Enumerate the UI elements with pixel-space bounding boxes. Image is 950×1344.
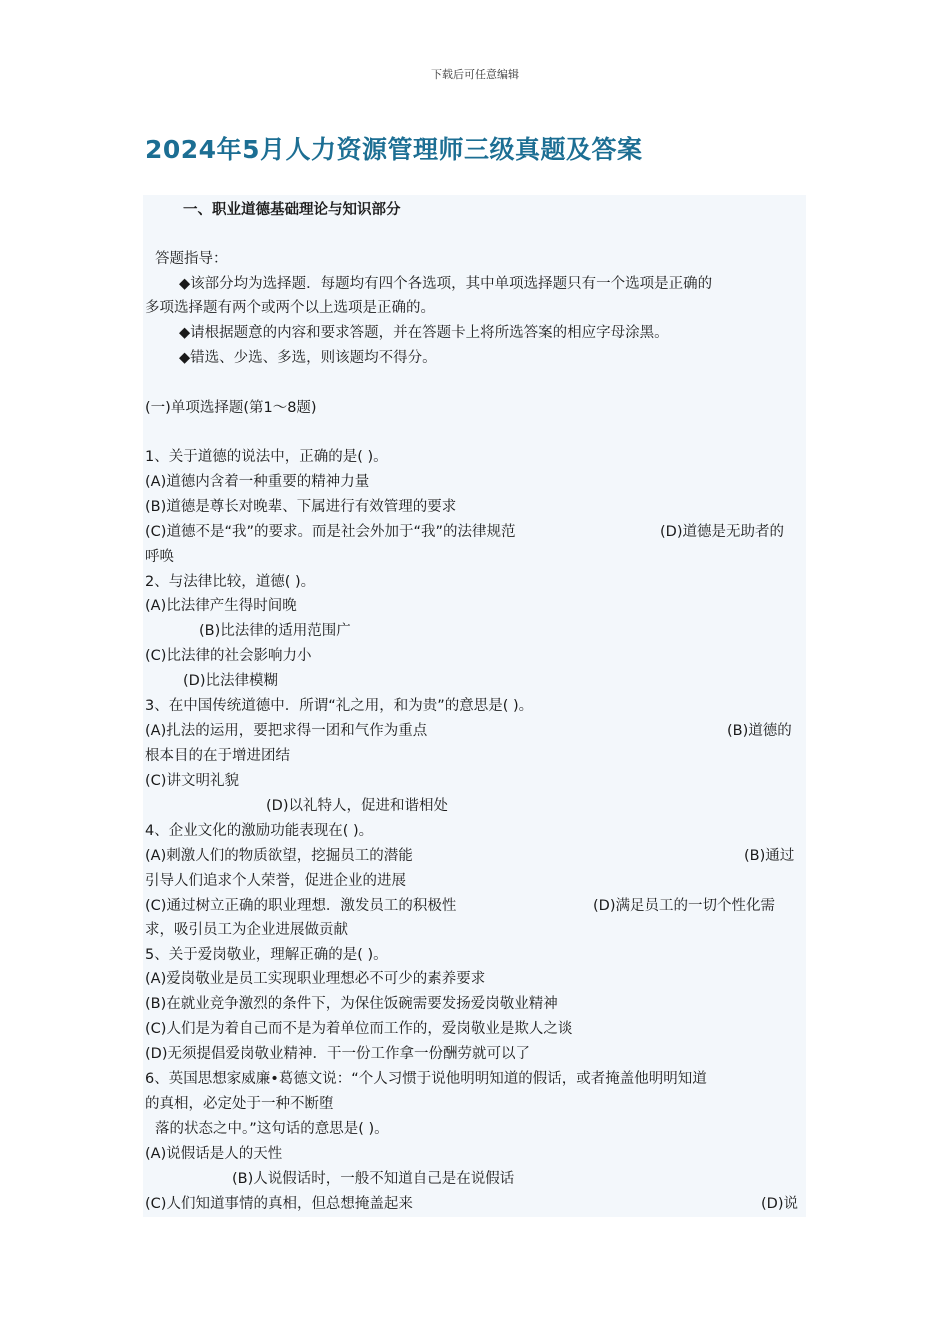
q2-option-b: (B)比法律的适用范围广: [199, 623, 351, 639]
q5-option-d: (D)无须提倡爱岗敬业精神．干一份工作拿一份酬劳就可以了: [145, 1046, 530, 1062]
section-heading: 一、职业道德基础理论与知识部分: [183, 202, 401, 218]
q4-option-b: (B)通过: [744, 848, 795, 864]
document-title: 2024年5月人力资源管理师三级真题及答案: [145, 135, 643, 164]
guide-label: 答题指导：: [155, 251, 228, 267]
q5-stem: 5、关于爱岗敬业，理解正确的是( )。: [145, 947, 388, 963]
q6-stem-cont-1: 的真相，必定处于一种不断堕: [145, 1096, 334, 1112]
q2-option-c: (C)比法律的社会影响力小: [145, 648, 312, 664]
q3-option-c: (C)讲文明礼貌: [145, 773, 239, 789]
guide-rule-3: ◆错选、少选、多选，则该题均不得分。: [179, 350, 437, 366]
q4-option-a: (A)刺激人们的物质欲望，挖掘员工的潜能: [145, 848, 413, 864]
q2-option-d: (D)比法律模糊: [183, 673, 278, 689]
q3-option-b-cont: 根本目的在于增进团结: [145, 748, 290, 764]
guide-rule-1a: ◆该部分均为选择题．每题均有四个各选项，其中单项选择题只有一个选项是正确的: [179, 276, 713, 292]
q6-option-c: (C)人们知道事情的真相，但总想掩盖起来: [145, 1196, 413, 1212]
q4-option-b-cont: 引导人们追求个人荣誉，促进企业的进展: [145, 873, 406, 889]
q6-option-b: (B)人说假话时，一般不知道自己是在说假话: [232, 1171, 515, 1187]
q3-option-a: (A)扎法的运用，要把求得一团和气作为重点: [145, 723, 428, 739]
q2-stem: 2、与法律比较，道德( )。: [145, 574, 316, 590]
header-note: 下载后可任意编辑: [431, 68, 519, 81]
q4-option-d: (D)满足员工的一切个性化需: [593, 898, 775, 914]
part-heading: (一)单项选择题(第1～8题): [145, 400, 317, 416]
guide-rule-1b: 多项选择题有两个或两个以上选项是正确的。: [145, 300, 435, 316]
q6-option-a: (A)说假话是人的天性: [145, 1146, 283, 1162]
q6-stem-cont-2: 落的状态之中。”这句话的意思是( )。: [155, 1121, 389, 1137]
q4-option-c: (C)通过树立正确的职业理想．激发员工的积极性: [145, 898, 457, 914]
q6-stem: 6、英国思想家威廉•葛德文说：“个人习惯于说他明明知道的假话，或者掩盖他明明知道: [145, 1071, 707, 1087]
q1-option-b: (B)道德是尊长对晚辈、下属进行有效管理的要求: [145, 499, 457, 515]
q1-option-d: (D)道德是无助者的: [660, 524, 784, 540]
q3-option-b: (B)道德的: [727, 723, 792, 739]
q4-option-d-cont: 求，吸引员工为企业进展做贡献: [145, 922, 348, 938]
q3-option-d: (D)以礼特人，促进和谐相处: [266, 798, 448, 814]
q6-option-d: (D)说: [761, 1196, 798, 1212]
q1-option-d-cont: 呼唤: [145, 549, 174, 565]
q5-option-b: (B)在就业竞争激烈的条件下，为保住饭碗需要发扬爱岗敬业精神: [145, 996, 558, 1012]
guide-rule-2: ◆请根据题意的内容和要求答题，并在答题卡上将所选答案的相应字母涂黑。: [179, 325, 669, 341]
q4-stem: 4、企业文化的激励功能表现在( )。: [145, 823, 374, 839]
q5-option-c: (C)人们是为着自己而不是为着单位而工作的，爱岗敬业是欺人之谈: [145, 1021, 573, 1037]
q1-option-a: (A)道德内含着一种重要的精神力量: [145, 474, 370, 490]
q2-option-a: (A)比法律产生得时间晚: [145, 598, 297, 614]
q1-option-c: (C)道德不是“我”的要求。而是社会外加于“我”的法律规范: [145, 524, 516, 540]
q5-option-a: (A)爱岗敬业是员工实现职业理想必不可少的素养要求: [145, 971, 486, 987]
q1-stem: 1、关于道德的说法中，正确的是( )。: [145, 449, 388, 465]
q3-stem: 3、在中国传统道德中．所谓“礼之用，和为贵”的意思是( )。: [145, 698, 534, 714]
